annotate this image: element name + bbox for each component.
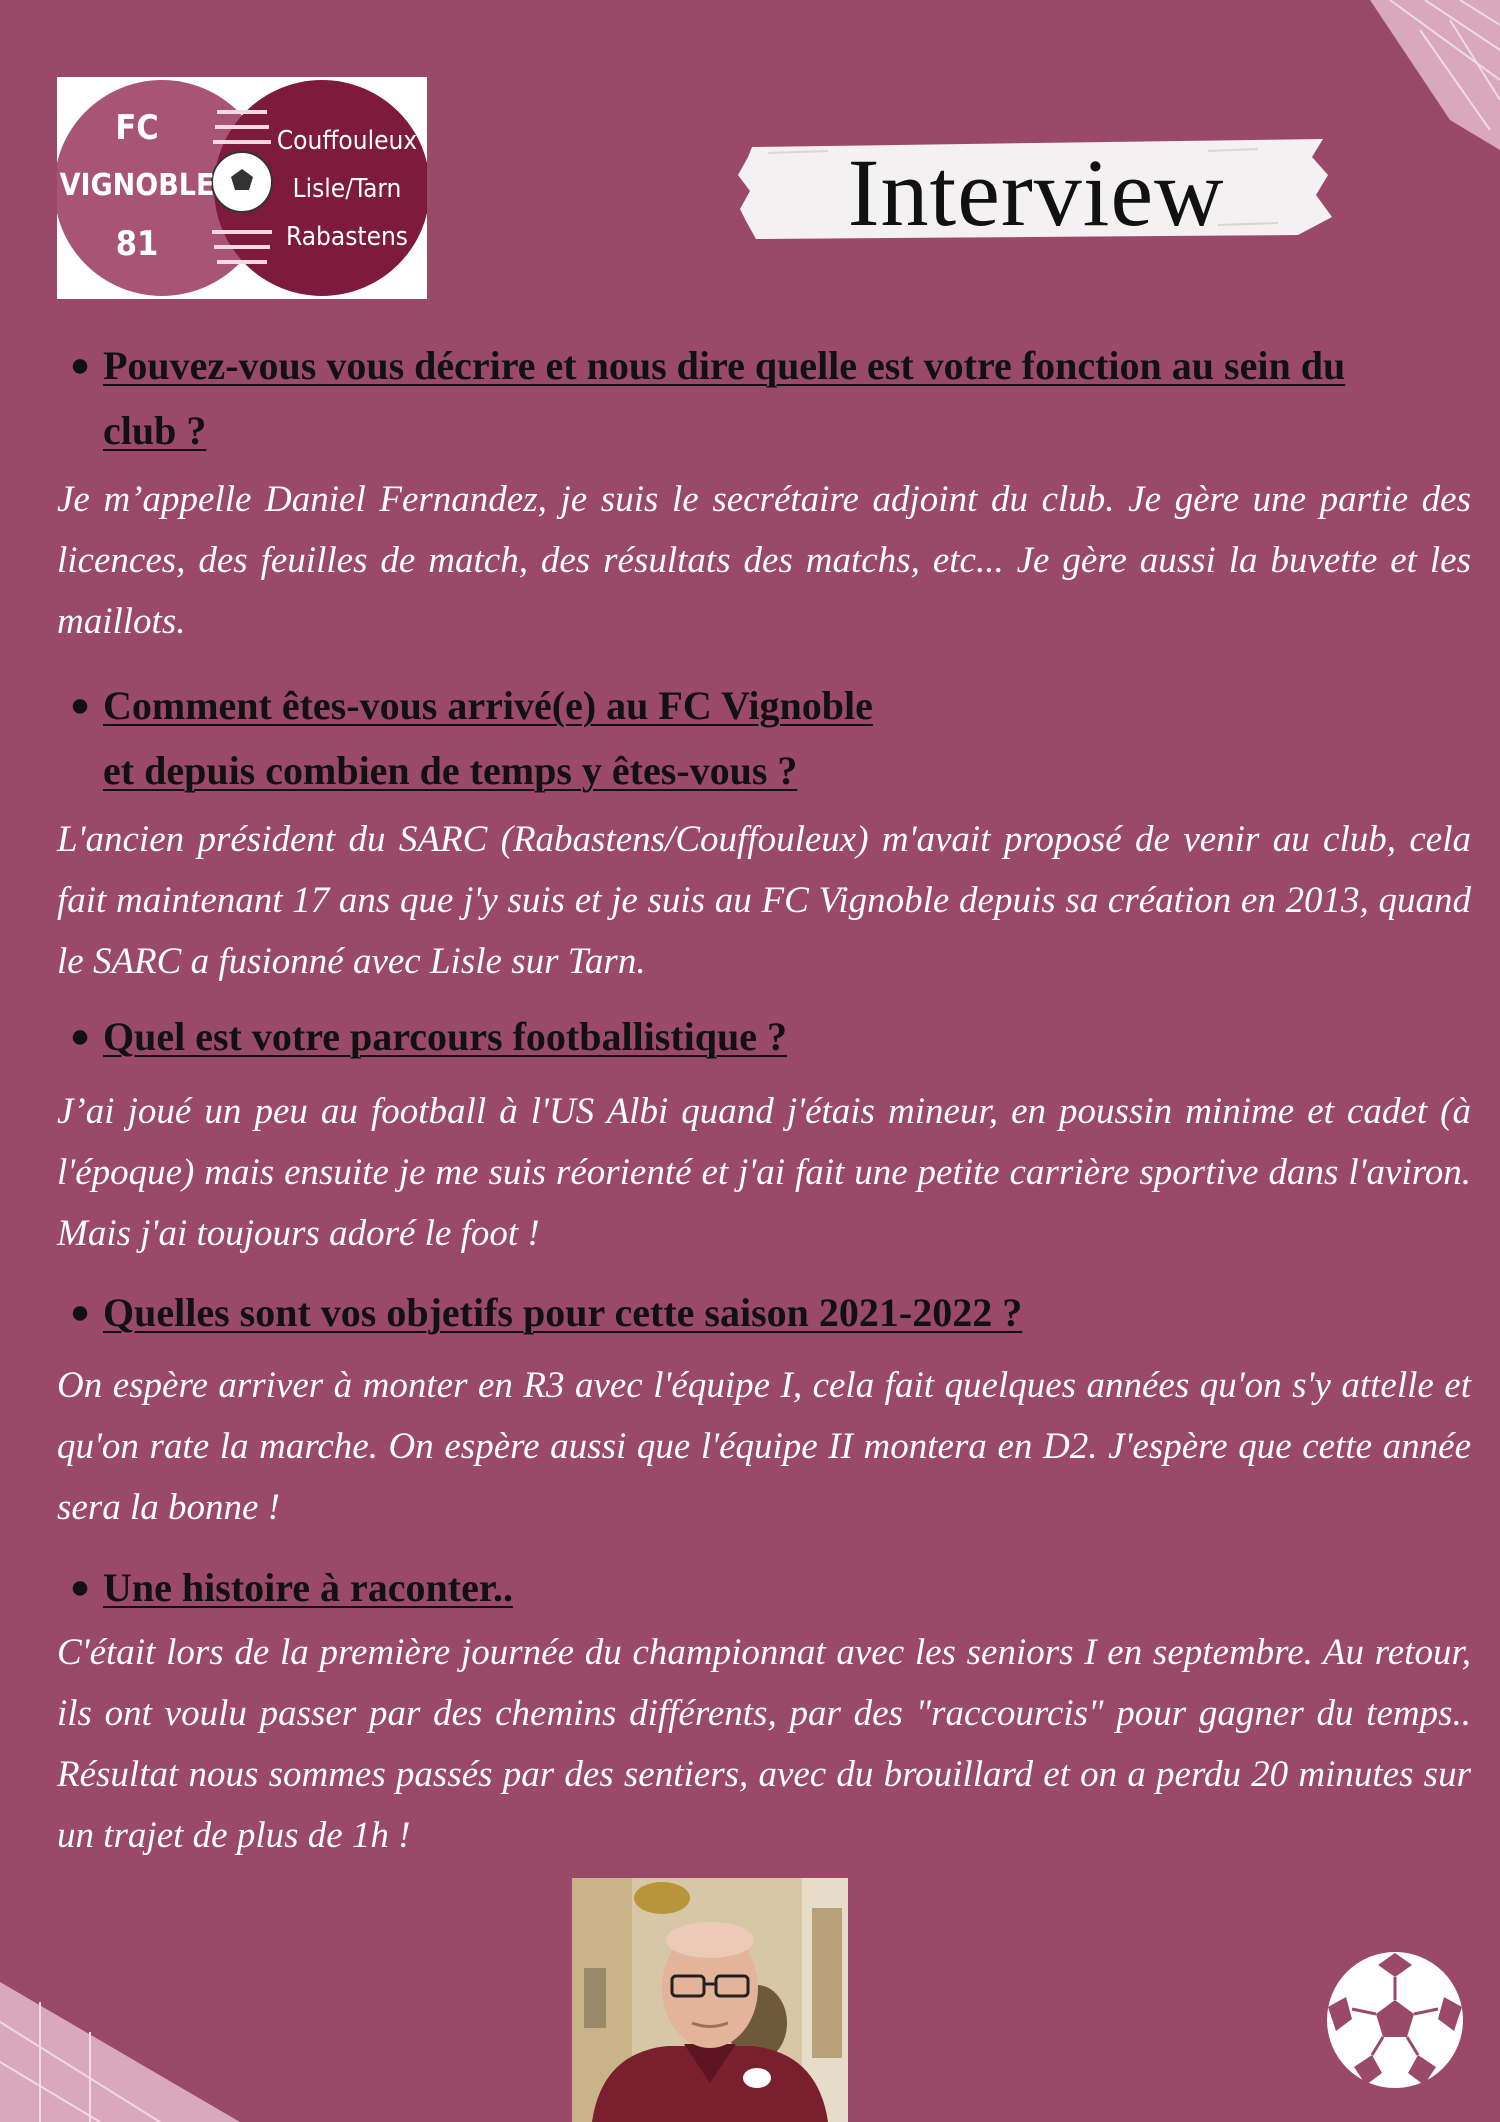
logo-text-81: 81 [115,224,159,264]
bullet-icon: ● [69,687,91,724]
club-logo [57,77,427,299]
answer-5: C'était lors de la première journée du championnat avec les seniors I en septembre. Au retour, ils ont voulu passer par des chemins différents, par des "raccourcis" pour gagner du temps.. Résultat nous sommes passés par des sentiers, avec du brouillard et on a perdu 20 minutes sur un trajet de plus de 1h ! [57,1632,1471,1856]
qa-block-2 [57,673,1471,992]
corner-decoration-top-right [1330,0,1500,150]
answer-2: L'ancien président du SARC (Rabastens/Couffouleux) m'avait proposé de venir au club, cela fait maintenant 17 ans que j'y suis et je suis au FC Vignoble depuis sa création en 2013, quand le SARC a fusionné avec Lisle sur Tarn. [57,819,1471,982]
logo-text-lisle: Lisle/Tarn [292,174,402,204]
qa-block-3 [57,1004,1471,1264]
question-text: Comment êtes-vous arrivé(e) au FC Vignoble et depuis combien de temps y êtes-vous ? [103,683,873,793]
qa-block-4 [57,1280,1471,1538]
page-title-banner [738,135,1334,246]
answer-1: Je m’appelle Daniel Fernandez, je suis le secrétaire adjoint du club. Je gère une partie des licences, des feuilles de match, des résultats des matchs, etc... Je gère aussi la buvette et les maillots. [57,479,1471,642]
question-text: Quelles sont vos objetifs pour cette saison 2021-2022 ? [103,1290,1023,1335]
answer-4: On espère arriver à monter en R3 avec l'équipe I, cela fait quelques années qu'on s'y attelle et qu'on rate la marche. On espère aussi que l'équipe II montera en D2. J'espère que cette année sera la bonne ! [57,1365,1471,1528]
logo-text-rabastens: Rabastens [286,222,408,252]
question-text: Pouvez-vous vous décrire et nous dire quelle est votre fonction au sein du club ? [103,343,1346,453]
soccer-ball-icon [1320,1945,1470,2095]
question-3 [57,1004,1471,1069]
logo-text-fc: FC [115,108,159,148]
bullet-icon: ● [69,1569,91,1606]
club-logo-graphic [57,77,427,299]
question-1 [57,333,1471,463]
qa-block-5 [57,1555,1471,1866]
portrait-photo [572,1878,848,2122]
page-title: Interview [847,139,1225,246]
qa-block-1 [57,333,1471,652]
corner-decoration-bottom-left [0,1962,240,2122]
question-text: Quel est votre parcours footballistique ? [103,1014,788,1059]
question-2 [57,673,1471,803]
bullet-icon: ● [69,1294,91,1331]
logo-text-couffouleux: Couffouleux [276,126,418,156]
logo-text-vignoble: VIGNOBLE [59,168,215,203]
answer-3: J’ai joué un peu au football à l'US Albi quand j'étais mineur, en poussin minime et cadet (à l'époque) mais ensuite je me suis réorienté et j'ai fait une petite carrière sportive dans l'aviron. Mais j'ai toujours adoré le foot ! [57,1091,1471,1254]
bullet-icon: ● [69,347,91,384]
question-5 [57,1555,1471,1620]
question-text: Une histoire à raconter.. [103,1565,513,1610]
question-4 [57,1280,1471,1345]
bullet-icon: ● [69,1018,91,1055]
